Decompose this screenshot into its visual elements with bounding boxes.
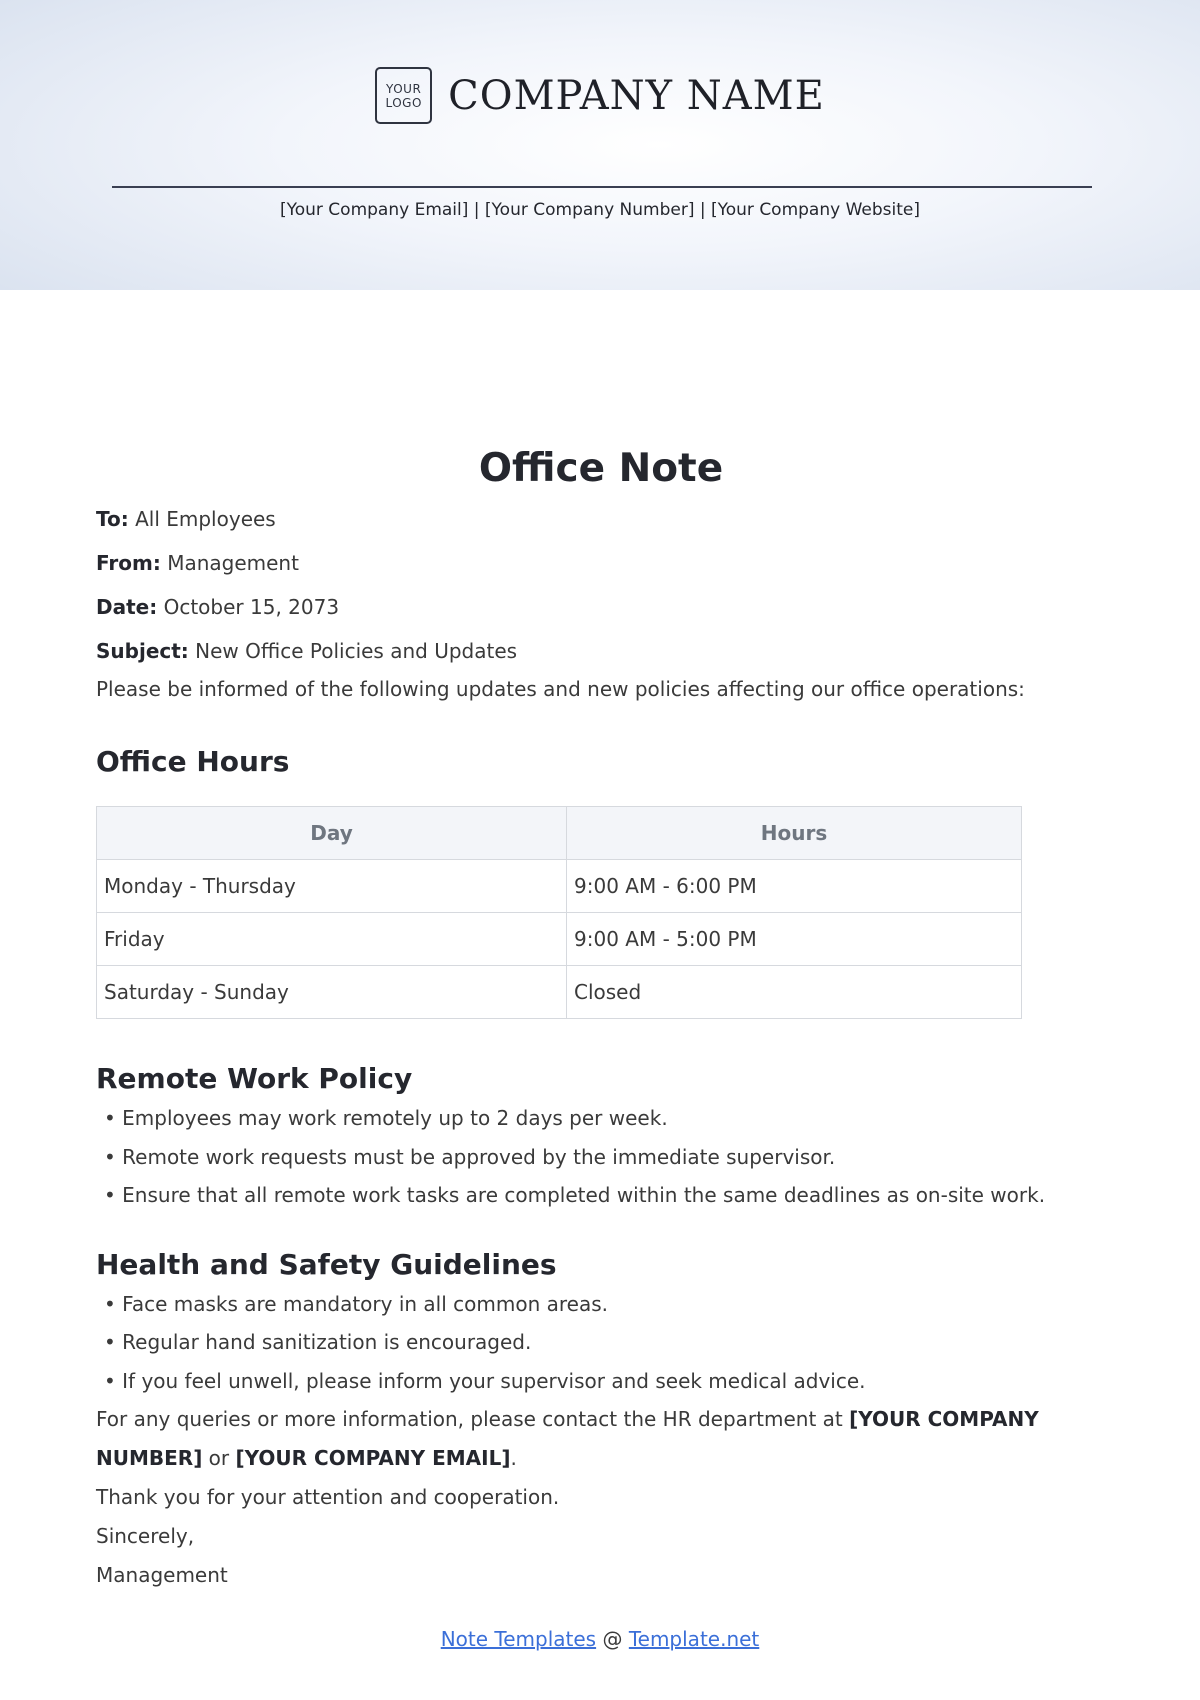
subject-value: New Office Policies and Updates <box>195 639 518 663</box>
contact-period: . <box>510 1446 517 1470</box>
list-item: • Ensure that all remote work tasks are completed within the same deadlines as on-site work. <box>104 1183 1046 1207</box>
office-hours-table <box>96 806 1022 1019</box>
table-row <box>97 860 1022 913</box>
table-header-row <box>97 807 1022 860</box>
contact-text: For any queries or more information, please contact the HR department at <box>96 1407 850 1431</box>
hours-cell: Closed <box>567 966 1022 1019</box>
contact-email-placeholder: [YOUR COMPANY EMAIL] <box>235 1446 511 1470</box>
date-row <box>96 592 1106 622</box>
date-label: Date: <box>96 595 158 619</box>
subject-row <box>96 636 1106 666</box>
note-templates-link[interactable]: Note Templates <box>440 1627 597 1651</box>
thanks-line: Thank you for your attention and cooperation. <box>96 1485 560 1509</box>
template-net-link[interactable]: Template.net <box>628 1627 760 1651</box>
hours-cell: 9:00 AM - 6:00 PM <box>567 860 1022 913</box>
signoff-line: Sincerely, <box>96 1524 195 1548</box>
day-cell: Friday <box>97 913 567 966</box>
company-name: COMPANY NAME <box>448 72 825 119</box>
header-divider <box>112 186 1092 188</box>
from-row <box>96 548 1106 578</box>
header-band <box>0 0 1200 290</box>
to-row <box>96 504 1106 534</box>
table-row <box>97 966 1022 1019</box>
brand <box>0 67 1200 124</box>
footer-attribution <box>0 1627 1200 1651</box>
remote-work-heading: Remote Work Policy <box>96 1062 413 1095</box>
from-value: Management <box>167 551 299 575</box>
list-item: • Regular hand sanitization is encouraged. <box>104 1330 532 1354</box>
logo-placeholder <box>375 67 432 124</box>
contact-number-placeholder: [YOUR COMPANY NUMBER] <box>96 1407 1039 1470</box>
to-label: To: <box>96 507 129 531</box>
from-label: From: <box>96 551 161 575</box>
day-cell: Monday - Thursday <box>97 860 567 913</box>
health-safety-heading: Health and Safety Guidelines <box>96 1247 557 1281</box>
signature-line: Management <box>96 1563 228 1587</box>
table-row <box>97 913 1022 966</box>
day-cell: Saturday - Sunday <box>97 966 567 1019</box>
page-title: Office Note <box>478 446 724 491</box>
contact-connector: or <box>202 1446 236 1470</box>
intro-paragraph: Please be informed of the following updates and new policies affecting our office operations: <box>96 677 1025 701</box>
list-item: • If you feel unwell, please inform your supervisor and seek medical advice. <box>104 1368 866 1393</box>
remote-work-list <box>96 1099 1106 1215</box>
list-item: • Employees may work remotely up to 2 days per week. <box>104 1106 668 1130</box>
hours-cell: 9:00 AM - 5:00 PM <box>567 913 1022 966</box>
footer-separator: @ <box>596 1627 629 1651</box>
office-hours-heading: Office Hours <box>96 745 290 778</box>
note-body <box>96 440 1106 1595</box>
subject-label: Subject: <box>96 639 189 663</box>
list-item: • Face masks are mandatory in all common areas. <box>104 1291 608 1316</box>
logo-line1: YOUR <box>386 81 422 96</box>
to-value: All Employees <box>135 507 276 531</box>
contact-paragraph <box>96 1400 1106 1478</box>
column-header-day: Day <box>97 807 567 860</box>
health-safety-list <box>96 1285 1106 1401</box>
date-value: October 15, 2073 <box>163 595 340 619</box>
column-header-hours: Hours <box>567 807 1022 860</box>
list-item: • Remote work requests must be approved by the immediate supervisor. <box>104 1144 836 1169</box>
company-contact-line: [Your Company Email] | [Your Company Number] | [Your Company Website] <box>279 200 920 220</box>
logo-line2: LOGO <box>385 95 422 110</box>
